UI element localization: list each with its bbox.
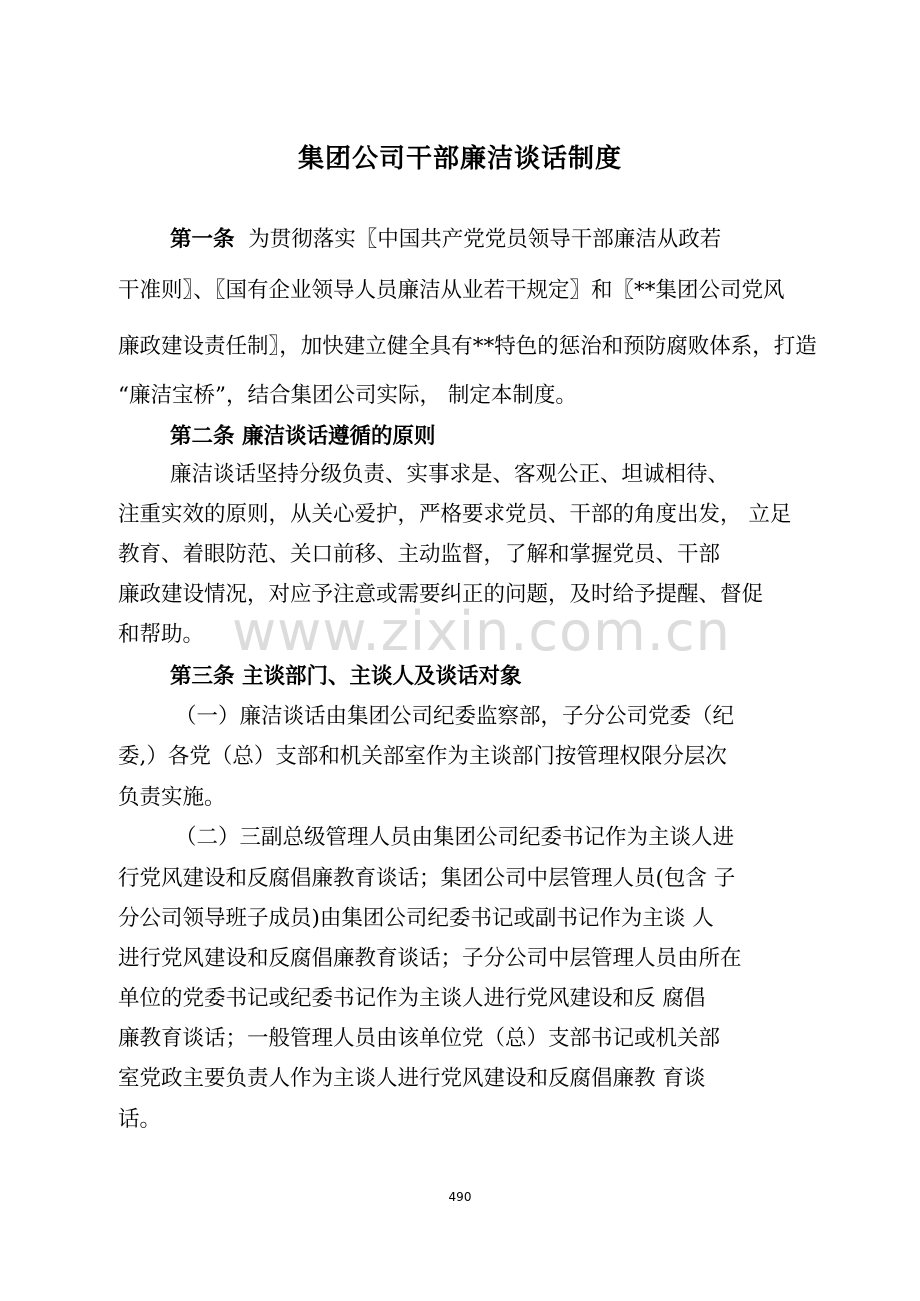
article-3-item-2-line-3: 分公司领导班子成员)由集团公司纪委书记或副书记作为主谈 人 — [118, 906, 714, 931]
article-3-item-1-line-1: （一）廉洁谈话由集团公司纪委监察部，子分公司党委（纪 — [175, 704, 735, 729]
article-3-item-2-line-8: 话。 — [118, 1107, 162, 1132]
article-1-line-1 — [170, 222, 920, 253]
article-2-line-1: 廉洁谈话坚持分级负责、实事求是、客观公正、坦诚相待、 — [170, 462, 730, 487]
page-number: 490 — [448, 1190, 472, 1204]
article-3-item-2-line-4: 进行党风建设和反腐倡廉教育谈话；子分公司中层管理人员由所在 — [118, 946, 742, 971]
article-1-line-2: 干准则〗、〖国有企业领导人员廉洁从业若干规定〗和〖**集团公司党风 — [118, 278, 785, 303]
article-3-item-2-line-5: 单位的党委书记或纪委书记作为主谈人进行党风建设和反 腐倡 — [118, 986, 706, 1011]
article-2-line-2: 注重实效的原则，从关心爱护，严格要求党员、干部的角度出发， 立足 — [118, 502, 792, 527]
article-2-heading: 第二条 廉洁谈话遵循的原则 — [170, 424, 436, 449]
article-3-item-1-line-2: 委,）各党（总）支部和机关部室作为主谈部门按管理权限分层次 — [118, 744, 727, 769]
article-2-line-3: 教育、着眼防范、关口前移、主动监督，了解和掌握党员、干部 — [118, 542, 721, 567]
page-title: 集团公司干部廉洁谈话制度 — [297, 144, 622, 174]
article-3-item-2-line-6: 廉教育谈话；一般管理人员由该单位党（总）支部书记或机关部 — [118, 1026, 721, 1051]
article-3-item-1-line-3: 负责实施。 — [118, 785, 226, 810]
article-1-line-4: “廉洁宝桥”，结合集团公司实际， 制定本制度。 — [118, 383, 577, 408]
article-1-text-1: 为贯彻落实〖中国共产党党员领导干部廉洁从政若 — [248, 227, 722, 252]
article-2-line-4: 廉政建设情况，对应予注意或需要纠正的问题，及时给予提醒、督促 — [118, 582, 764, 607]
article-1-line-3: 廉政建设责任制〗，加快建立健全具有**特色的惩治和预防腐败体系，打造 — [118, 334, 817, 359]
article-3-item-2-line-2: 行党风建设和反腐倡廉教育谈话；集团公司中层管理人员(包含 子 — [118, 866, 736, 891]
watermark: www.zixin.com.cn — [232, 600, 731, 663]
article-3-item-2-line-1: （二）三副总级管理人员由集团公司纪委书记作为主谈人进 — [175, 825, 735, 850]
article-2-line-5: 和帮助。 — [118, 622, 205, 647]
article-3-item-2-line-7: 室党政主要负责人作为主谈人进行党风建设和反腐倡廉教 育谈 — [118, 1066, 706, 1091]
article-1-heading: 第一条 — [170, 227, 235, 252]
article-3-heading: 第三条 主谈部门、主谈人及谈话对象 — [170, 664, 522, 689]
